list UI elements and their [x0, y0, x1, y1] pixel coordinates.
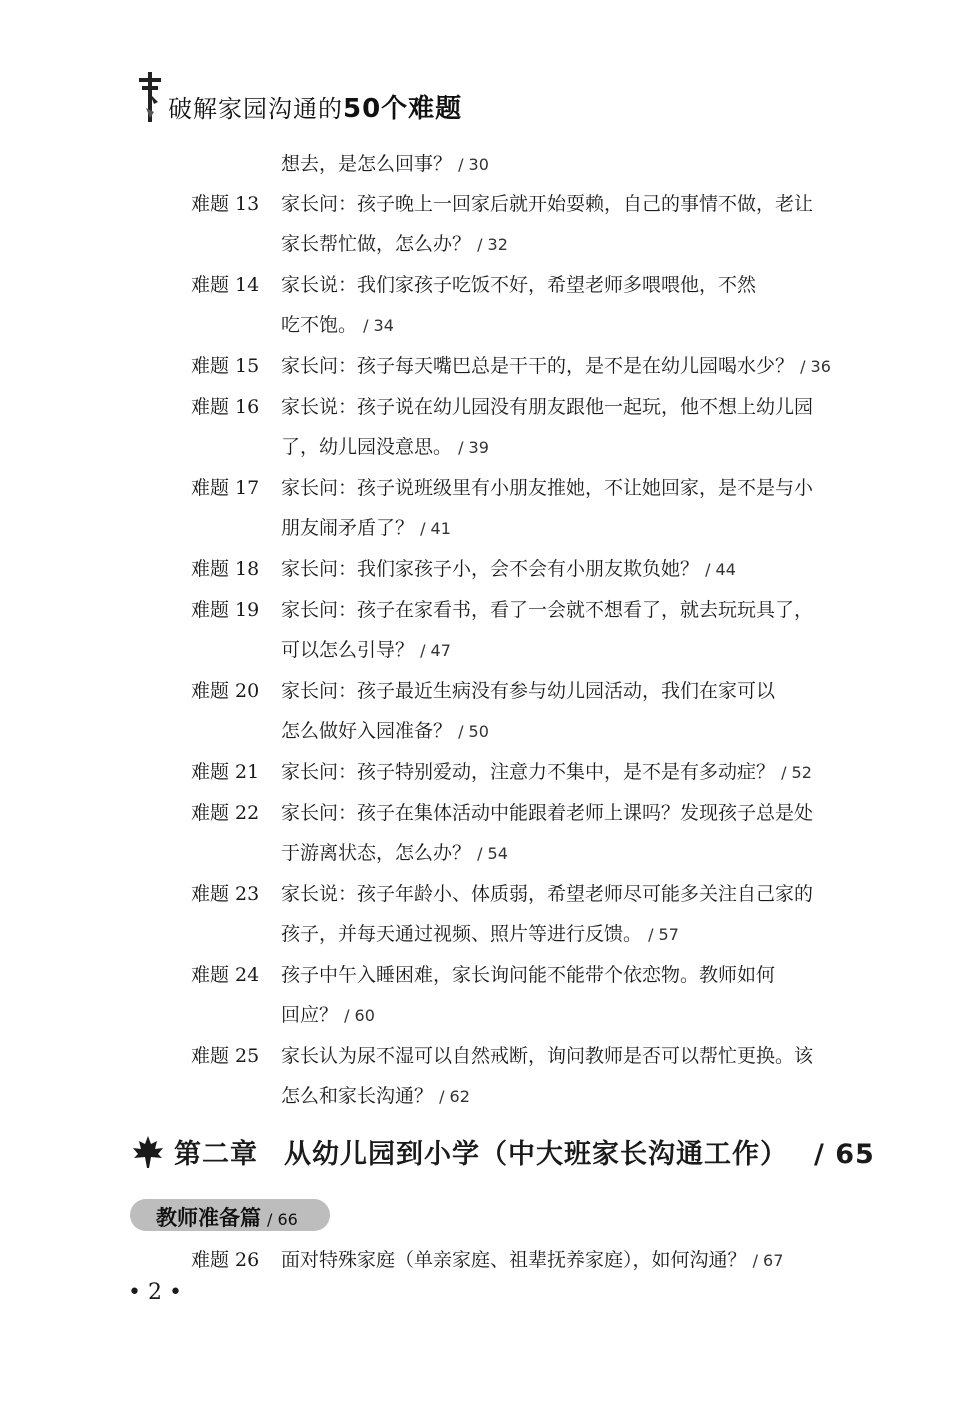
- entry-page: / 50: [458, 722, 489, 741]
- entry-text: 家长问：孩子说班级里有小朋友推她，不让她回家，是不是与小: [281, 477, 814, 499]
- entry-text: 吃不饱。: [281, 314, 358, 336]
- entry-page: / 34: [363, 316, 394, 335]
- entry-text: 想去，是怎么回事？: [281, 153, 453, 175]
- entry-page: / 62: [439, 1087, 470, 1106]
- entry-text: 家长说：孩子说在幼儿园没有朋友跟他一起玩，他不想上幼儿园: [281, 396, 814, 418]
- entry-text: 家长帮忙做，怎么办？: [281, 233, 472, 255]
- entry-number: 难题 24: [191, 964, 260, 986]
- entry-number: 难题 17: [191, 477, 260, 499]
- entry-page: / 67: [752, 1251, 784, 1270]
- entry-text: 孩子，并每天通过视频、照片等进行反馈。: [281, 923, 643, 945]
- entry-number: 难题 18: [191, 558, 260, 580]
- book-title-bold: 50个难题: [343, 94, 463, 124]
- entry-number: 难题 25: [191, 1045, 260, 1067]
- entry-page: / 60: [344, 1006, 375, 1025]
- entry-page: / 36: [800, 357, 831, 376]
- chapter-page: / 65: [814, 1139, 875, 1170]
- entry-text: 家长问：孩子每天嘴巴总是干干的，是不是在幼儿园喝水少？: [281, 355, 795, 377]
- entry-page: / 39: [458, 438, 489, 457]
- entry-number: 难题 26: [191, 1249, 260, 1271]
- entry-number: 难题 21: [191, 761, 260, 783]
- entry-page: / 54: [477, 844, 508, 863]
- chapter-heading: [130, 1130, 890, 1174]
- entry-page: / 30: [458, 155, 489, 174]
- entry-text: 家长问：孩子晚上一回家后就开始耍赖，自己的事情不做，老让: [281, 193, 814, 215]
- entry-page: / 47: [420, 641, 451, 660]
- entry-text: 了，幼儿园没意思。: [281, 436, 453, 458]
- book-title: [168, 88, 462, 125]
- chapter-label: 第二章: [174, 1139, 258, 1170]
- entry-text: 家长说：我们家孩子吃饭不好，希望老师多喂喂他，不然: [281, 274, 757, 296]
- entry-page: / 32: [477, 235, 508, 254]
- entry-number: 难题 15: [191, 355, 260, 377]
- entry-page: / 44: [705, 560, 736, 579]
- entry-number: 难题 22: [191, 802, 260, 824]
- entry-text: 回应？: [281, 1004, 339, 1026]
- entry-text: 家长问：孩子在集体活动中能跟着老师上课吗？发现孩子总是处: [281, 802, 814, 824]
- entry-page: / 57: [648, 925, 679, 944]
- entry-number: 难题 16: [191, 396, 260, 418]
- entry-number: 难题 20: [191, 680, 260, 702]
- section-label: 教师准备篇: [156, 1206, 261, 1230]
- section-badge: [130, 1199, 330, 1231]
- entry-text: 面对特殊家庭（单亲家庭、祖辈抚养家庭），如何沟通？: [281, 1249, 747, 1271]
- entry-number: 难题 13: [191, 193, 260, 215]
- entry-text: 家长问：孩子在家看书，看了一会就不想看了，就去玩玩具了，: [281, 599, 814, 621]
- entry-number: 难题 23: [191, 883, 260, 905]
- chapter-title: 从幼儿园到小学（中大班家长沟通工作）: [284, 1139, 788, 1170]
- entry-text: 孩子中午入睡困难，家长询问能不能带个依恋物。教师如何: [281, 964, 776, 986]
- section-page: / 66: [267, 1210, 298, 1229]
- entry-text: 于游离状态，怎么办？: [281, 842, 472, 864]
- entry-page: / 52: [781, 763, 812, 782]
- entry-page: / 41: [420, 519, 451, 538]
- entry-text: 家长认为尿不湿可以自然戒断，询问教师是否可以帮忙更换。该: [281, 1045, 814, 1067]
- entry-text: 怎么做好入园准备？: [281, 720, 453, 742]
- entry-number: 难题 19: [191, 599, 260, 621]
- book-title-plain: 破解家园沟通的: [168, 95, 343, 123]
- entry-number: 难题 14: [191, 274, 260, 296]
- entry-text: 可以怎么引导？: [281, 639, 415, 661]
- entry-text: 家长问：孩子特别爱动，注意力不集中，是不是有多动症？: [281, 761, 776, 783]
- maple-leaf-icon: [130, 1134, 166, 1170]
- entry-text: 家长说：孩子年龄小、体质弱，希望老师尽可能多关注自己家的: [281, 883, 814, 905]
- entry-text: 怎么和家长沟通？: [281, 1085, 434, 1107]
- tree-logo-icon: [136, 68, 164, 124]
- entry-text: 家长问：孩子最近生病没有参与幼儿园活动，我们在家可以: [281, 680, 776, 702]
- running-header: [136, 66, 896, 126]
- entry-text: 家长问：我们家孩子小，会不会有小朋友欺负她？: [281, 558, 700, 580]
- page-number: • 2 •: [128, 1280, 182, 1305]
- entry-text: 朋友闹矛盾了？: [281, 517, 415, 539]
